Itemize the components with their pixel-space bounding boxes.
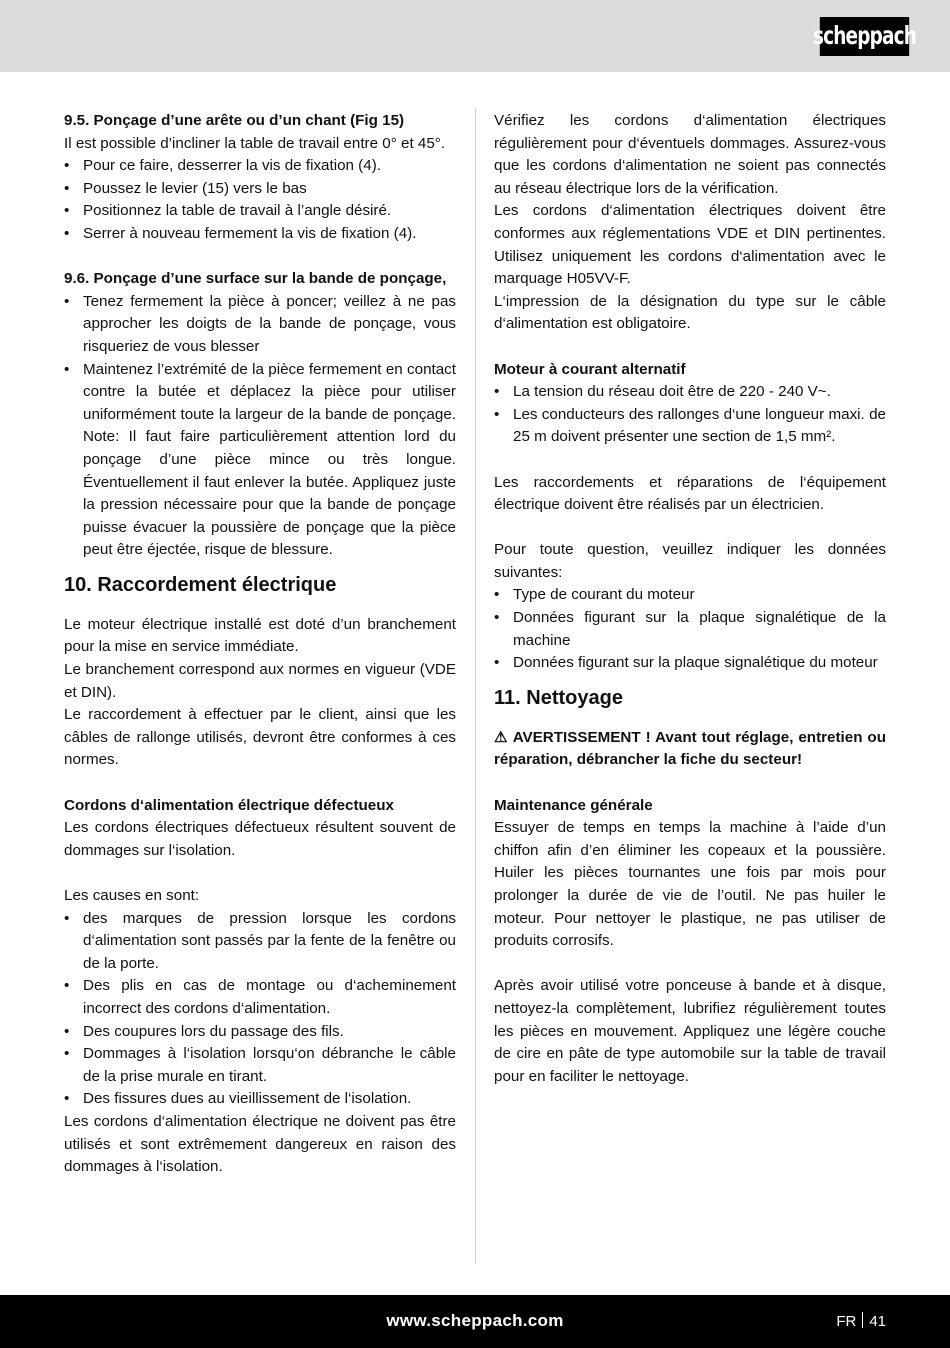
list-item: • Les conducteurs des rallonges d‘une longueur maxi. de 25 m doivent présenter une section de 1,5 mm². xyxy=(494,404,886,449)
paragraph: Après avoir utilisé votre ponceuse à bande et à disque, nettoyez-la complètement, lubrifiez régulièrement toutes les pièces en mouvement. Appliquez une légère couche de cire en pâte de type automobile sur la table de travail pour en faciliter le nettoyage. xyxy=(494,977,886,1085)
website-link[interactable]: www.scheppach.com xyxy=(386,1311,564,1330)
paragraph: Les raccordements et réparations de l‘équipement électrique doivent être réalisés par un électricien. xyxy=(494,473,886,514)
list-item: • Données figurant sur la plaque signalétique du moteur xyxy=(494,652,886,675)
spacer xyxy=(64,246,456,269)
subheading: Cordons d‘alimentation électrique défectueux xyxy=(64,796,394,814)
paragraph: L‘impression de la désignation du type sur le câble d‘alimentation est obligatoire. xyxy=(494,292,886,333)
subheading: Moteur à courant alternatif xyxy=(494,360,686,378)
list-item: • Type de courant du moteur xyxy=(494,584,886,607)
list-item: • Dommages à l‘isolation lorsqu‘on débranche le câble de la prise murale en tirant. xyxy=(64,1043,456,1088)
paragraph: Le branchement correspond aux normes en vigueur (VDE et DIN). xyxy=(64,661,456,701)
page-number-value: 41 xyxy=(869,1313,886,1330)
spacer xyxy=(64,772,456,795)
list-item: • Tenez fermement la pièce à poncer; veillez à ne pas approcher les doigts de la bande de ponçage, vous risqueriez de vous blesser xyxy=(64,291,456,359)
bullet-list xyxy=(64,908,456,1111)
spacer xyxy=(494,772,886,795)
list-item: • des marques de pression lorsque les cordons d‘alimentation sont passés par la fente de la fenêtre ou de la porte. xyxy=(64,908,456,976)
bullet-list xyxy=(494,584,886,674)
language-code: FR xyxy=(836,1313,857,1330)
paragraph: Vérifiez les cordons d‘alimentation électriques régulièrement pour d‘éventuels dommages. Assurez-vous que les cordons d‘alimentation ne soient pas connectés au réseau électrique lors de la vérification. xyxy=(494,112,886,197)
paragraph: Pour toute question, veuillez indiquer les données suivantes: xyxy=(494,541,886,581)
spacer xyxy=(494,449,886,472)
subheading: ⚠ AVERTISSEMENT ! Avant tout réglage, entretien ou réparation, débrancher la fiche du secteur! xyxy=(494,728,886,769)
bullet-list xyxy=(64,291,456,562)
paragraph: Les cordons d‘alimentation électriques doivent être conformes aux réglementations VDE et DIN pertinentes. Utilisez uniquement les cordons d‘alimentation avec le marquage H05VV-F. xyxy=(494,202,886,288)
list-item: • Maintenez l’extrémité de la pièce fermement en contact contre la butée et déplacez la pièce pour utiliser uniformément toute la largeur de la bande de ponçage. Note: Il faut faire particulièrement attention lord du ponçage d’une pièce mince ou très longue. Éventuellement il faut enlever la butée. Appliquez juste la pression nécessaire pour que la bande de ponçage puisse évacuer la poussière de ponçage que la pièce peut être éjectée, risque de blessure. xyxy=(64,359,456,562)
spacer xyxy=(494,336,886,359)
list-item: • Des plis en cas de montage ou d‘acheminement incorrect des cordons d‘alimentation. xyxy=(64,975,456,1020)
page-number xyxy=(836,1311,886,1334)
paragraph: Le raccordement à effectuer par le client, ainsi que les câbles de rallonge utilisés, devront être conformes à ces normes. xyxy=(64,706,456,769)
page-header xyxy=(0,0,950,72)
subheading: Maintenance générale xyxy=(494,796,653,814)
spacer xyxy=(64,862,456,885)
list-item: • La tension du réseau doit être de 220 - 240 V~. xyxy=(494,381,886,404)
list-item: • Positionnez la table de travail à l’angle désiré. xyxy=(64,200,456,223)
separator xyxy=(862,1312,863,1328)
right-column xyxy=(494,110,886,1088)
list-item: • Données figurant sur la plaque signalétique de la machine xyxy=(494,607,886,652)
paragraph: Les causes en sont: xyxy=(64,887,200,904)
list-item: • Des coupures lors du passage des fils. xyxy=(64,1021,456,1044)
subheading: 9.6. Ponçage d’une surface sur la bande de ponçage, xyxy=(64,270,447,288)
column-divider xyxy=(475,108,476,1264)
scheppach-logo: scheppach xyxy=(820,17,909,56)
list-item: • Pour ce faire, desserrer la vis de fixation (4). xyxy=(64,155,456,178)
spacer xyxy=(494,517,886,540)
left-column xyxy=(64,110,456,1179)
subheading: 9.5. Ponçage d’une arête ou d’un chant (Fig 15) xyxy=(64,112,405,129)
spacer xyxy=(494,953,886,976)
bullet-list xyxy=(64,155,456,245)
list-item: • Poussez le levier (15) vers le bas xyxy=(64,178,456,201)
paragraph: Le moteur électrique installé est doté d’un branchement pour la mise en service immédiate. xyxy=(64,615,456,656)
list-item: • Des fissures dues au vieillissement de l‘isolation. xyxy=(64,1088,456,1111)
paragraph: Il est possible d’incliner la table de travail entre 0° et 45°. xyxy=(64,134,446,152)
section-heading: 11. Nettoyage xyxy=(494,686,623,709)
paragraph: Les cordons d‘alimentation électrique ne doivent pas être utilisés et sont extrêmement dangereux en raison des dommages à l‘isolation. xyxy=(64,1112,456,1176)
page-footer xyxy=(0,1295,950,1348)
section-heading: 10. Raccordement électrique xyxy=(64,573,337,596)
paragraph: Les cordons électriques défectueux résultent souvent de dommages sur l‘isolation. xyxy=(64,819,456,859)
list-item: • Serrer à nouveau fermement la vis de fixation (4). xyxy=(64,223,456,246)
paragraph: Essuyer de temps en temps la machine à l’aide d’un chiffon afin d’en éliminer les copeaux et la poussière. Huiler les pièces tournantes une fois par mois pour prolonger la durée de vie de l’outil. Ne pas huiler le moteur. Pour nettoyer le plastique, ne pas utiliser de produits corrosifs. xyxy=(494,819,886,950)
bullet-list xyxy=(494,381,886,449)
